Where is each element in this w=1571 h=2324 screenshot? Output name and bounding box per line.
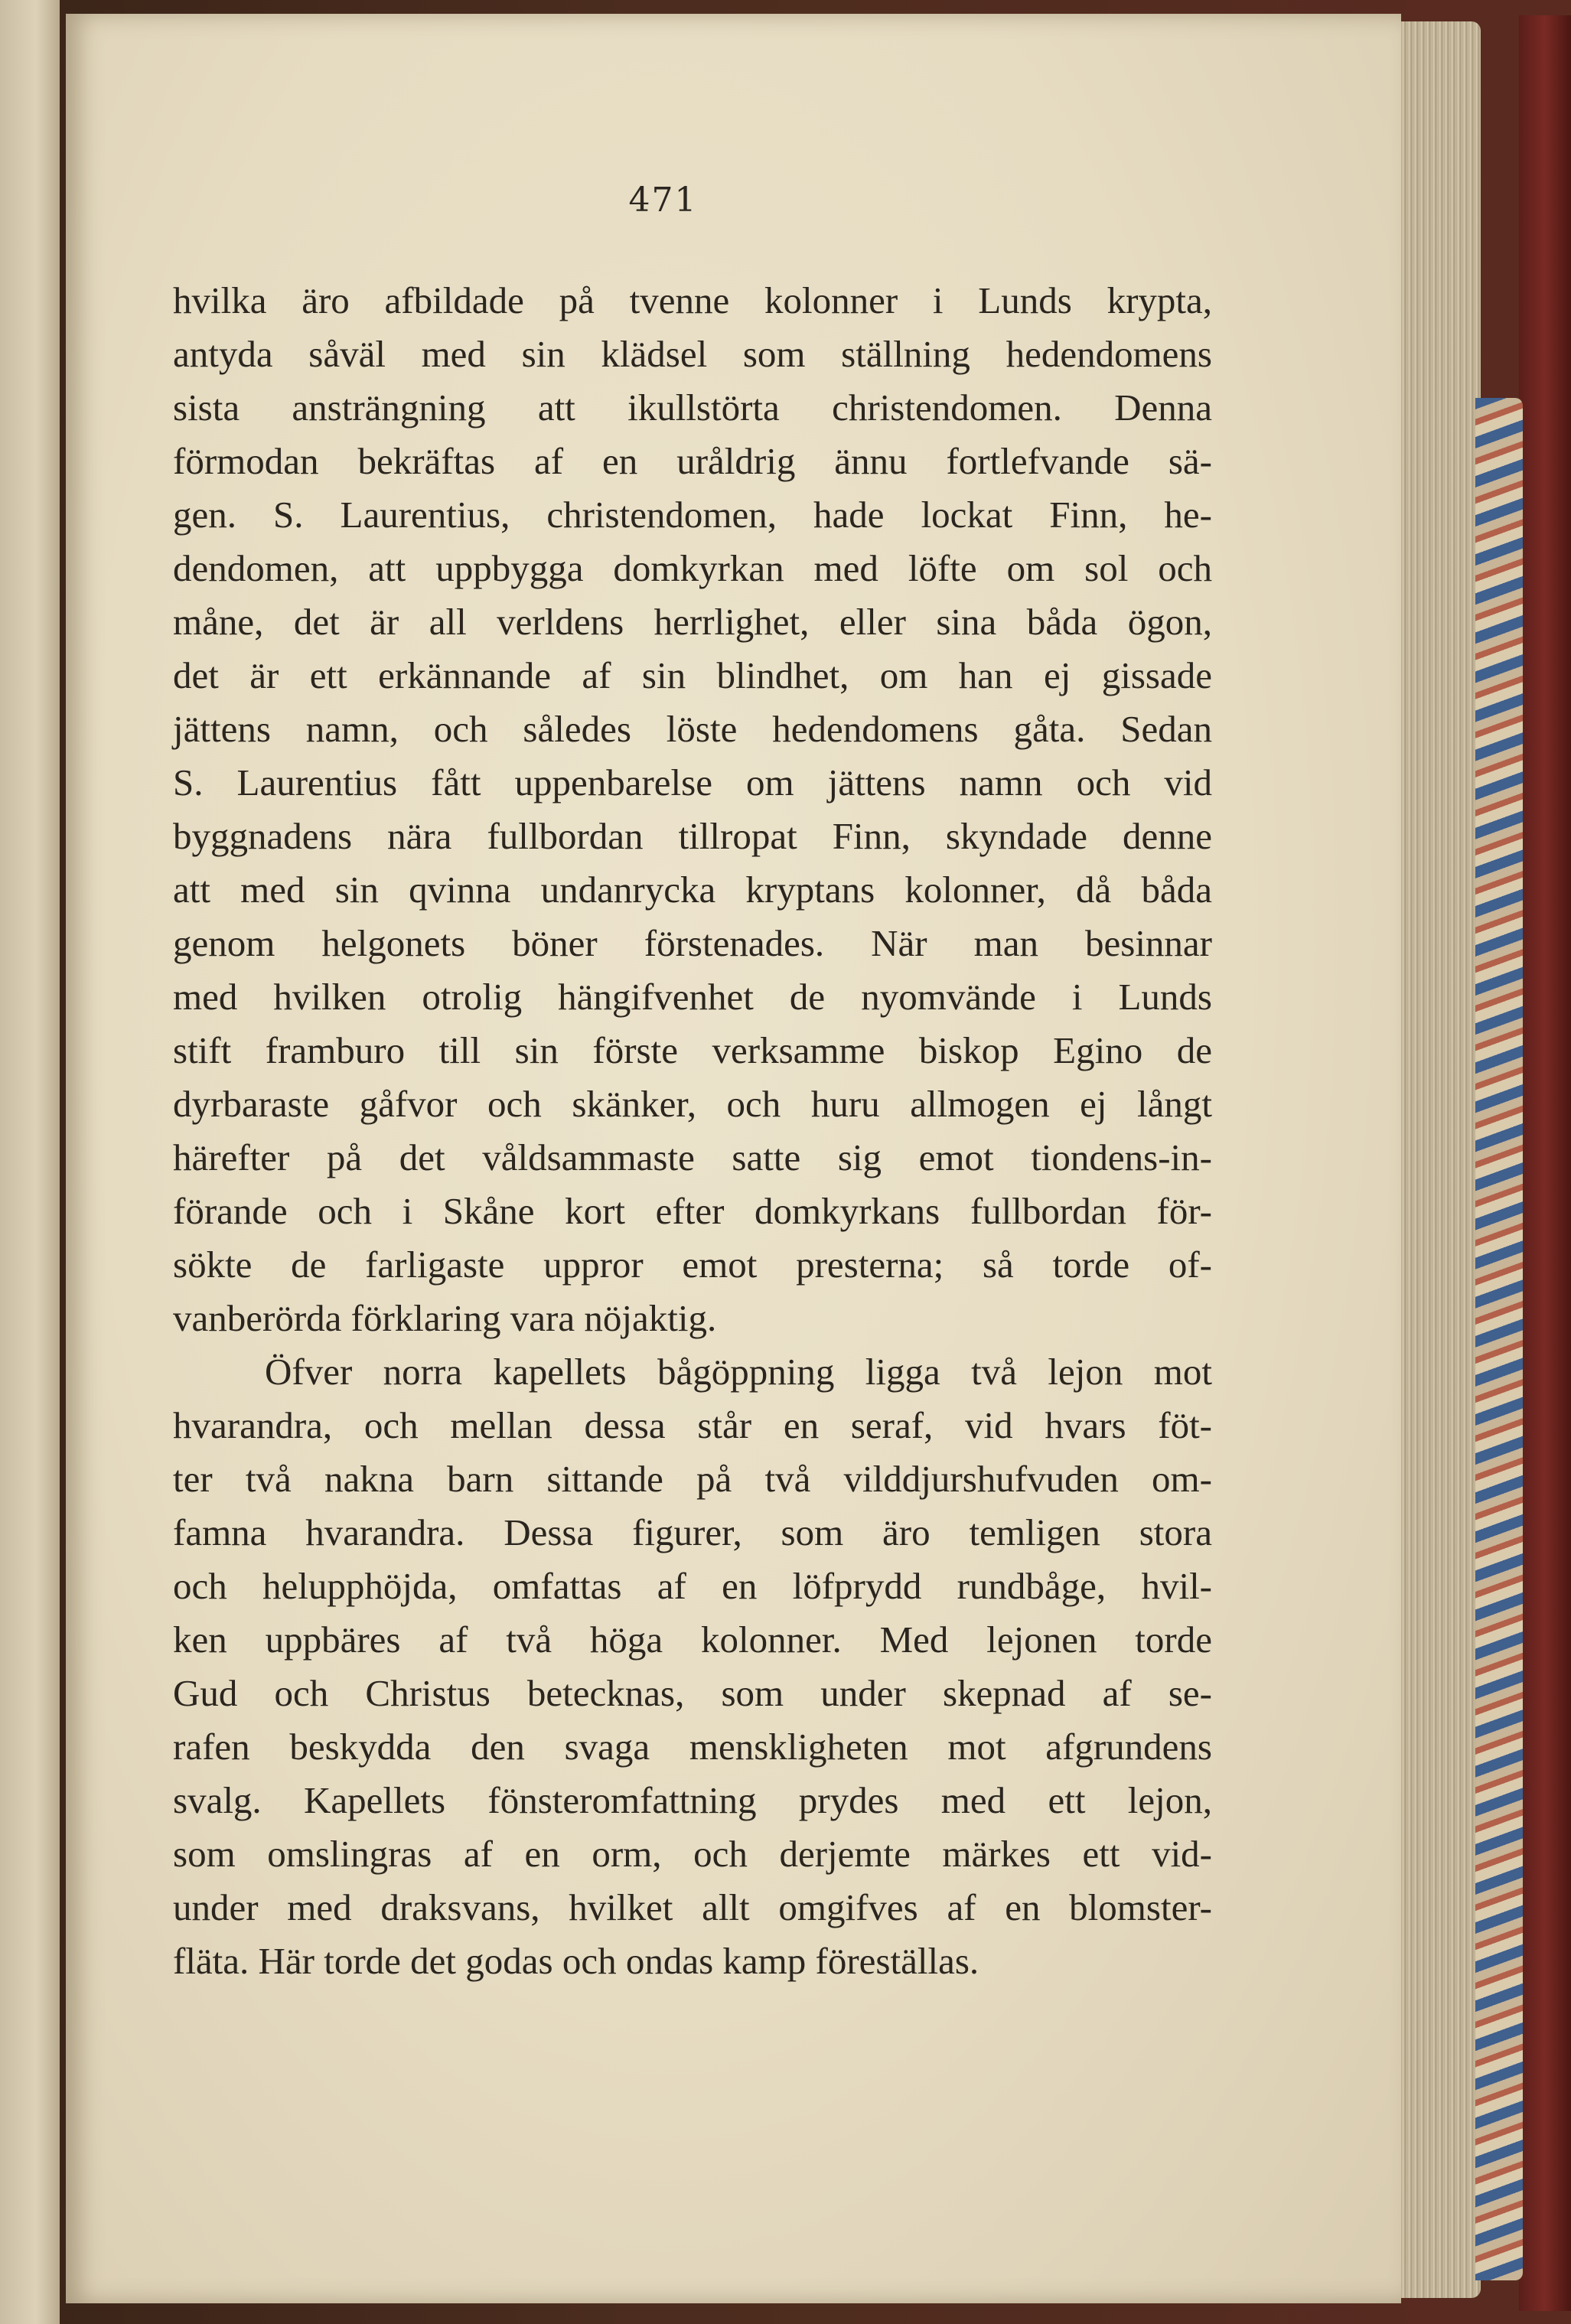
text-line: svalg. Kapellets fönsteromfattning prydes med ett lejon,: [173, 1779, 1212, 1821]
text-line: måne, det är all verldens herrlighet, eller sina båda ögon,: [173, 601, 1212, 643]
text-line: gen. S. Laurentius, christendomen, hade lockat Finn, he-: [173, 494, 1212, 536]
text-line: ken uppbäres af två höga kolonner. Med lejonen torde: [173, 1618, 1212, 1661]
text-line: hvilka äro afbildade på tvenne kolonner i Lunds krypta,: [173, 279, 1212, 321]
text-line: ter två nakna barn sittande på två vilddjurshufvuden om-: [173, 1458, 1212, 1500]
text-line: att med sin qvinna undanrycka kryptans kolonner, då båda: [173, 869, 1212, 911]
text-line: som omslingras af en orm, och derjemte märkes ett vid-: [173, 1833, 1212, 1875]
text-line: hvarandra, och mellan dessa står en seraf, vid hvars föt-: [173, 1404, 1212, 1446]
text-line: förande och i Skåne kort efter domkyrkans fullbordan för-: [173, 1190, 1212, 1232]
text-line: genom helgonets böner förstenades. När man besinnar: [173, 922, 1212, 964]
marbled-fore-edge: [1475, 398, 1523, 2280]
text-line: fläta. Här torde det godas och ondas kamp föreställas.: [173, 1940, 979, 1982]
text-line: famna hvarandra. Dessa figurer, som äro temligen stora: [173, 1511, 1212, 1553]
text-line: S. Laurentius fått uppenbarelse om jättens namn och vid: [173, 761, 1212, 803]
text-line: dyrbaraste gåfvor och skänker, och huru allmogen ej långt: [173, 1083, 1212, 1125]
text-line: vanberörda förklaring vara nöjaktig.: [173, 1297, 717, 1339]
text-line: jättens namn, och således löste hedendomens gåta. Sedan: [173, 708, 1212, 750]
text-line: härefter på det våldsammaste satte sig emot tiondens-in-: [173, 1136, 1212, 1178]
page-block-edge: [1389, 21, 1481, 2298]
text-line: sista ansträngning att ikullstörta christendomen. Denna: [173, 386, 1212, 429]
text-line: förmodan bekräftas af en uråldrig ännu fortlefvande sä-: [173, 440, 1212, 482]
book-page: [66, 14, 1401, 2303]
facing-page-edge: [0, 0, 60, 2324]
page-body-text: [173, 274, 1212, 1988]
text-line: rafen beskydda den svaga menskligheten mot afgrundens: [173, 1726, 1212, 1768]
text-line: Gud och Christus betecknas, som under skepnad af se-: [173, 1672, 1212, 1714]
text-line: Öfver norra kapellets bågöppning ligga två lejon mot: [265, 1351, 1212, 1393]
text-line: under med draksvans, hvilket allt omgifves af en blomster-: [173, 1886, 1212, 1928]
text-line: byggnadens nära fullbordan tillropat Finn, skyndade denne: [173, 815, 1212, 857]
text-line: antyda såväl med sin klädsel som ställning hedendomens: [173, 333, 1212, 375]
book-binding-edge: [1519, 15, 1571, 2311]
text-line: det är ett erkännande af sin blindhet, om han ej gissade: [173, 654, 1212, 696]
text-line: med hvilken otrolig hängifvenhet de nyomvände i Lunds: [173, 976, 1212, 1018]
text-line: dendomen, att uppbygga domkyrkan med löfte om sol och: [173, 547, 1212, 589]
text-line: och helupphöjda, omfattas af en löfprydd rundbåge, hvil-: [173, 1565, 1212, 1607]
text-line: sökte de farligaste uppror emot presterna; så torde of-: [173, 1243, 1212, 1286]
text-line: stift framburo till sin förste verksamme biskop Egino de: [173, 1029, 1212, 1071]
page-number: 471: [628, 181, 698, 220]
